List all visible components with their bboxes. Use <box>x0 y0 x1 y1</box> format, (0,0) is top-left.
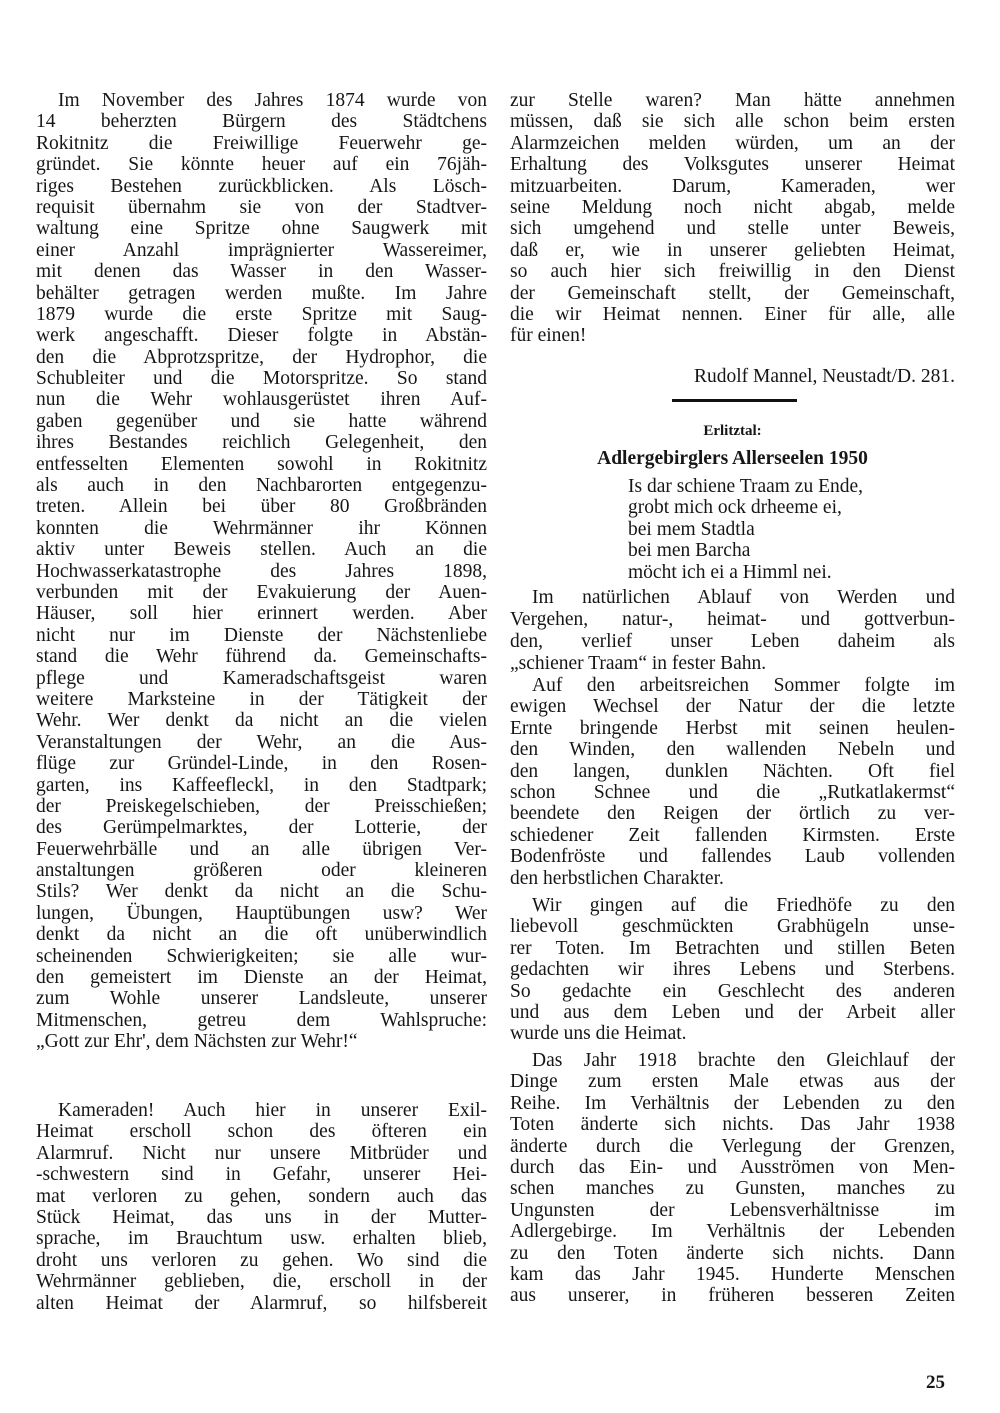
text-line: als auch in den Nachbarorten entgegenzu- <box>36 475 487 497</box>
text-line: Bodenfröste und fallendes Laub vollenden <box>510 846 955 868</box>
right-paragraph-3 <box>510 895 955 1045</box>
text-line: schen manches zu Gunsten, manches zu <box>510 1178 955 1200</box>
text-line: mitzuarbeiten. Darum, Kameraden, wer <box>510 175 955 197</box>
text-line: daß er, wie in unserer geliebten Heimat, <box>510 239 955 261</box>
text-line: Im November des Jahres 1874 wurde von <box>58 90 487 111</box>
text-line: des Gerümpelmarktes, der Lotterie, der <box>36 817 487 839</box>
text-line: droht uns verloren zu gehen. Wo sind die <box>36 1249 487 1271</box>
text-line: pflege und Kameradschaftsgeist waren <box>36 667 487 689</box>
text-line: Ungunsten der Lebensverhältnisse im <box>510 1199 955 1221</box>
text-line: müssen, daß sie sich alle schon beim ersten <box>510 111 955 133</box>
text-line: den herbstlichen Charakter. <box>510 867 724 889</box>
text-line: Adlergebirge. Im Verhältnis der Lebenden <box>510 1221 955 1243</box>
text-line: Toten änderte sich nichts. Das Jahr 1938 <box>510 1114 955 1136</box>
text-line: nicht nur im Dienste der Nächstenliebe <box>36 624 487 646</box>
text-line: alten Heimat der Alarmruf, so hilfsbereit <box>36 1292 487 1314</box>
text-line: Dinge zum ersten Male etwas aus der <box>510 1071 955 1093</box>
text-line: und aus dem Leben und der Arbeit aller <box>510 1001 955 1023</box>
text-line: Schubleiter und die Motorspritze. So stand <box>36 368 487 390</box>
text-line: so auch hier sich freiwillig in den Dienst <box>510 261 955 283</box>
text-line: sprache, im Brauchtum usw. erhalten blieb, <box>36 1228 487 1250</box>
text-line: durch das Ein- und Ausströmen von Men- <box>510 1156 955 1178</box>
text-line: Stils? Wer denkt da nicht an die Schu- <box>36 881 487 903</box>
text-line: Heimat erscholl schon des öfteren ein <box>36 1121 487 1143</box>
text-line: gründet. Sie könnte heuer auf ein 76jäh- <box>36 154 487 176</box>
text-line: Mitmenschen, getreu dem Wahlspruche: <box>36 1009 487 1031</box>
text-line: entfesselten Elementen sowohl in Rokitnitz <box>36 453 487 475</box>
text-line: Ernte bringende Herbst mit seinen heulen- <box>510 717 955 739</box>
right-paragraph-2 <box>510 675 955 889</box>
text-line: kam das Jahr 1945. Hunderte Menschen <box>510 1263 955 1285</box>
text-line: Stück Heimat, das uns in der Mutter- <box>36 1206 487 1228</box>
text-line: Kameraden! Auch hier in unserer Exil- <box>58 1100 487 1121</box>
text-line: Erhaltung des Volksgutes unserer Heimat <box>510 154 955 176</box>
right-paragraph-1 <box>510 587 955 675</box>
text-line: einer Anzahl imprägnierter Wassereimer, <box>36 239 487 261</box>
poem-line: grobt mich ock drheeme ei, <box>628 497 842 519</box>
text-line: zu den Toten änderte sich nichts. Dann <box>510 1242 955 1264</box>
text-line: scheinenden Schwierigkeiten; sie alle wur- <box>36 945 487 967</box>
text-line: mat verloren zu gehen, sondern auch das <box>36 1185 487 1207</box>
article-title: Adlergebirglers Allerseelen 1950 <box>597 448 868 469</box>
text-line: Reihe. Im Verhältnis der Lebenden zu den <box>510 1092 955 1114</box>
text-line: der Preiskegelschieben, der Preisschießen; <box>36 795 487 817</box>
text-line: -schwestern sind in Gefahr, unserer Hei- <box>36 1164 487 1186</box>
text-line: Vergehen, natur-, heimat- und gottverbun- <box>510 609 955 630</box>
text-line: aktiv unter Beweis stellen. Auch an die <box>36 539 487 561</box>
text-line: der Gemeinschaft stellt, der Gemeinschaft, <box>510 282 955 304</box>
text-line: requisit übernahm sie von der Stadtver- <box>36 196 487 218</box>
text-line: sich umgehend und stelle unter Beweis, <box>510 218 955 240</box>
text-line: die wir Heimat nennen. Einer für alle, alle <box>510 303 955 325</box>
text-line: seine Meldung noch nicht abgab, melde <box>510 196 955 218</box>
text-line: den die Abprotzspritze, der Hydrophor, die <box>36 346 487 368</box>
text-line: rer Toten. Im Betrachten und stillen Beten <box>510 937 955 959</box>
section-divider <box>672 399 797 402</box>
text-line: zum Wohle unserer Landsleute, unserer <box>36 988 487 1010</box>
text-line: Rokitnitz die Freiwillige Feuerwehr ge- <box>36 132 487 154</box>
text-line: Veranstaltungen der Wehr, an die Aus- <box>36 731 487 753</box>
text-line: Häuser, soll hier erinnert werden. Aber <box>36 603 487 625</box>
right-paragraph-4 <box>510 1050 955 1307</box>
text-line: gaben gegenüber und sie hatte während <box>36 410 487 432</box>
text-line: behälter getragen werden mußte. Im Jahre <box>36 282 487 304</box>
text-line: schon Schnee und die „Rutkatlakermst“ <box>510 781 955 803</box>
text-line: konnten die Wehrmänner ihr Können <box>36 517 487 539</box>
poem-line: möcht ich ei a Himml nei. <box>628 561 832 583</box>
text-line: gedachten wir ihres Lebens und Sterbens. <box>510 959 955 981</box>
text-line: den Winden, den wallenden Nebeln und <box>510 739 955 761</box>
left-paragraph-1 <box>36 90 487 1053</box>
text-line: Im natürlichen Ablauf von Werden und <box>532 587 955 608</box>
article-kicker: Erlitztal: <box>703 423 762 439</box>
poem-line: bei men Barcha <box>628 540 751 562</box>
text-line: zur Stelle waren? Man hätte annehmen <box>510 90 955 111</box>
text-line: den, verlief unser Leben daheim als <box>510 631 955 652</box>
text-line: nun die Wehr wohlausgerüstet ihren Auf- <box>36 389 487 411</box>
left-paragraph-2 <box>36 1100 487 1314</box>
text-line: wurde uns die Heimat. <box>510 1023 687 1045</box>
poem <box>628 476 958 583</box>
poem-line: bei mem Stadtla <box>628 518 755 540</box>
text-line: Wir gingen auf die Friedhöfe zu den <box>532 895 955 916</box>
text-line: „schiener Traam“ in fester Bahn. <box>510 653 767 674</box>
page-number: 25 <box>926 1372 945 1393</box>
text-line: beendete den Reigen der örtlich zu ver- <box>510 803 955 825</box>
text-line: So gedachte ein Geschlecht des anderen <box>510 980 955 1002</box>
text-line: riges Bestehen zurückblicken. Als Lösch- <box>36 175 487 197</box>
text-line: liebevoll geschmückten Grabhügeln unse- <box>510 916 955 938</box>
text-line: schiedener Zeit fallenden Kirmsten. Erste <box>510 824 955 846</box>
text-line: verbunden mit der Evakuierung der Auen- <box>36 581 487 603</box>
right-continuation <box>510 90 955 347</box>
text-line: Alarmruf. Nicht nur unsere Mitbrüder und <box>36 1142 487 1164</box>
text-line: 14 beherzten Bürgern des Städtchens <box>36 111 487 133</box>
text-line: den gemeistert im Dienste an der Heimat, <box>36 967 487 989</box>
text-line: anstaltungen größeren oder kleineren <box>36 860 487 882</box>
text-line: stand die Wehr führend da. Gemeinschafts- <box>36 646 487 668</box>
text-line: aus unserer, in früheren besseren Zeiten <box>510 1285 955 1307</box>
text-line: treten. Allein bei über 80 Großbränden <box>36 496 487 518</box>
text-line: Hochwasserkatastrophe des Jahres 1898, <box>36 560 487 582</box>
text-line: mit denen das Wasser in den Wasser- <box>36 261 487 283</box>
signature: Rudolf Mannel, Neustadt/D. 281. <box>693 366 955 387</box>
text-line: Wehrmänner geblieben, die, erscholl in der <box>36 1271 487 1293</box>
text-line: denkt da nicht an die oft unüberwindlich <box>36 924 487 946</box>
text-line: Das Jahr 1918 brachte den Gleichlauf der <box>532 1050 955 1071</box>
text-line: Alarmzeichen melden würden, um an der <box>510 132 955 154</box>
text-line: lungen, Übungen, Hauptübungen usw? Wer <box>36 902 487 924</box>
poem-line: Is dar schiene Traam zu Ende, <box>628 476 864 497</box>
text-line: Wehr. Wer denkt da nicht an die vielen <box>36 710 487 732</box>
text-line: Auf den arbeitsreichen Sommer folgte im <box>532 675 955 696</box>
text-line: waltung eine Spritze ohne Saugwerk mit <box>36 218 487 240</box>
text-line: 1879 wurde die erste Spritze mit Saug- <box>36 303 487 325</box>
text-line: den langen, dunklen Nächten. Oft fiel <box>510 760 955 782</box>
text-line: flüge zur Gründel-Linde, in den Rosen- <box>36 753 487 775</box>
text-line: weitere Marksteine in der Tätigkeit der <box>36 688 487 710</box>
text-line: garten, ins Kaffeefleckl, in den Stadtpark; <box>36 774 487 796</box>
text-line: ewigen Wechsel der Natur der die letzte <box>510 696 955 718</box>
text-line: änderte durch die Verlegung der Grenzen, <box>510 1135 955 1157</box>
text-line: für einen! <box>510 325 587 347</box>
text-line: „Gott zur Ehr', dem Nächsten zur Wehr!“ <box>36 1031 358 1053</box>
text-line: werk angeschafft. Dieser folgte in Abstän- <box>36 325 487 347</box>
text-line: ihres Bestandes reichlich Gelegenheit, den <box>36 432 487 454</box>
text-line: Feuerwehrbälle und an alle übrigen Ver- <box>36 838 487 860</box>
